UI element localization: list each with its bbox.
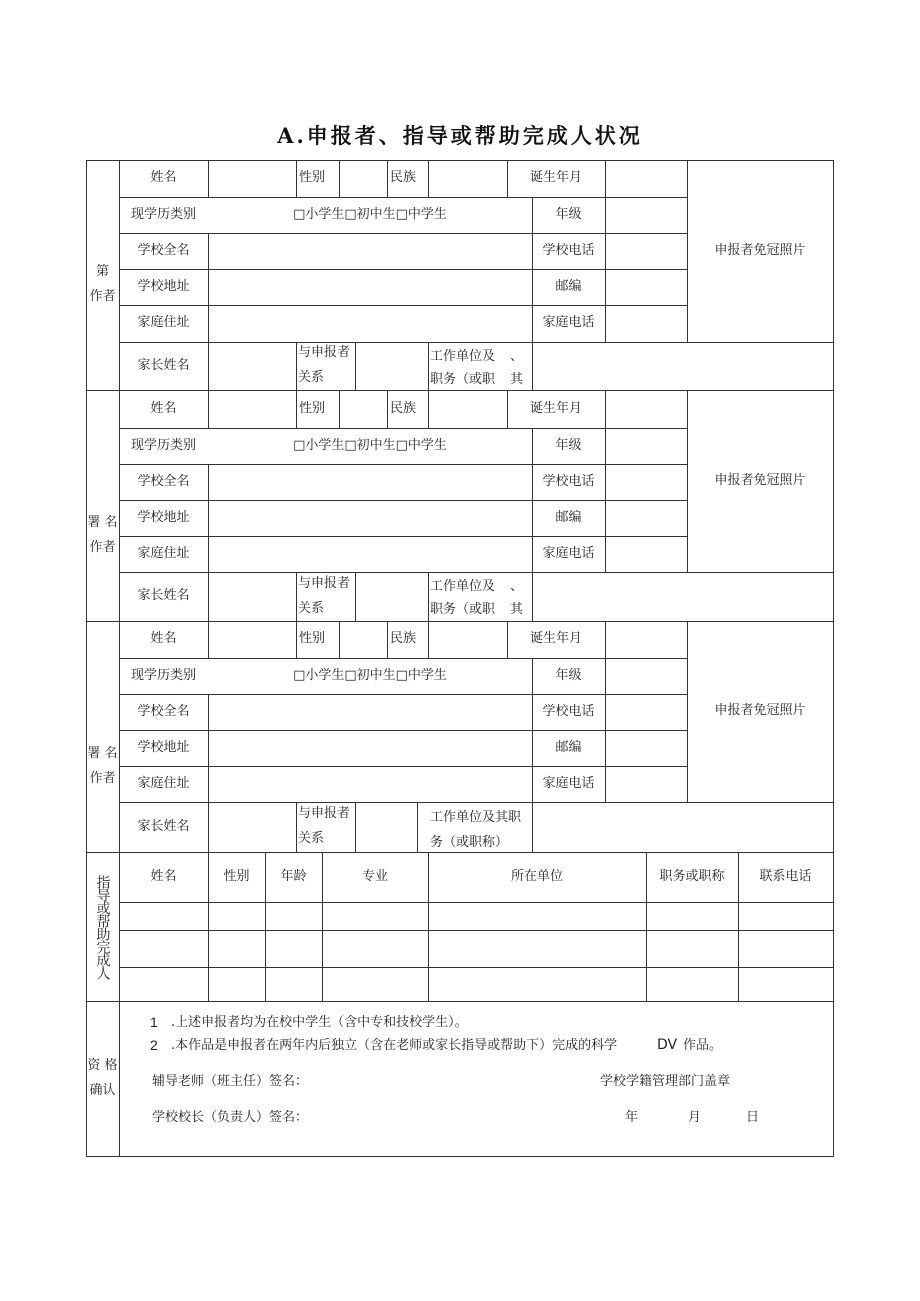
- label-name: 姓名: [150, 400, 177, 416]
- grid-line: [119, 572, 833, 573]
- label-gender: 性别: [299, 170, 326, 186]
- label-school-name: 学校全名: [137, 242, 190, 258]
- grid-line: [428, 572, 429, 621]
- birth-field[interactable]: [607, 162, 685, 195]
- label-work-part4: 其: [510, 372, 524, 387]
- school-name-field[interactable]: [210, 696, 530, 728]
- grid-line: [605, 621, 606, 802]
- name-field[interactable]: [210, 392, 294, 426]
- school-phone-field[interactable]: [607, 466, 685, 498]
- label-school-name: 学校全名: [137, 473, 190, 489]
- label-grade: 年级: [555, 437, 582, 453]
- grid-line: [532, 342, 533, 390]
- helper-cell-major[interactable]: [324, 904, 426, 928]
- birth-field[interactable]: [607, 392, 685, 426]
- form-title: A.申报者、指导或帮助完成人状况: [277, 123, 643, 148]
- birth-field[interactable]: [607, 623, 685, 656]
- label-postcode: 邮编: [555, 278, 582, 294]
- helper-cell-unit[interactable]: [430, 969, 644, 999]
- school-phone-field[interactable]: [607, 235, 685, 267]
- label-school-addr: 学校地址: [137, 739, 190, 755]
- helper-cell-gender[interactable]: [210, 969, 263, 999]
- helper-header-name: 姓名: [150, 868, 177, 884]
- postcode-field[interactable]: [607, 271, 685, 303]
- label-birth: 诞生年月: [529, 170, 582, 186]
- grid-line: [208, 621, 209, 658]
- label-relation: 与申报者关系: [298, 575, 351, 616]
- label-postcode: 邮编: [555, 739, 582, 755]
- label-home-phone: 家庭电话: [542, 315, 595, 331]
- grade-field[interactable]: [607, 430, 685, 462]
- helper-cell-unit[interactable]: [430, 932, 644, 965]
- photo-placeholder: 申报者免冠照片: [714, 703, 806, 719]
- qualification-label-line1: 资 格: [87, 1058, 118, 1074]
- label-school-addr: 学校地址: [137, 278, 190, 294]
- grid-line: [428, 342, 429, 390]
- grid-line: [208, 233, 209, 342]
- grid-line: [208, 342, 209, 390]
- helper-header-unit: 所在单位: [510, 868, 563, 884]
- relation-field[interactable]: [357, 574, 415, 619]
- item2-number: 2: [150, 1037, 158, 1053]
- helper-cell-age[interactable]: [267, 932, 320, 965]
- home-phone-field[interactable]: [607, 768, 685, 800]
- relation-field[interactable]: [357, 804, 415, 850]
- grid-line: [296, 572, 297, 621]
- author-label-line1: 第: [95, 264, 109, 280]
- grid-line: [119, 342, 833, 343]
- ethnicity-field[interactable]: [430, 623, 505, 656]
- label-school-addr: 学校地址: [137, 509, 190, 525]
- grid-line: [119, 802, 833, 803]
- grid-line: [208, 160, 209, 197]
- helper-cell-unit[interactable]: [430, 904, 644, 928]
- home-addr-field[interactable]: [210, 768, 530, 800]
- label-school-phone: 学校电话: [542, 242, 595, 258]
- label-ethnicity: 民族: [390, 631, 417, 647]
- grid-line: [296, 802, 297, 852]
- grid-line: [605, 390, 606, 572]
- grid-line: [605, 160, 606, 342]
- grid-line: [355, 802, 356, 852]
- date-month: 月: [688, 1110, 702, 1125]
- item2-dv: DV: [657, 1037, 678, 1053]
- parent-name-field[interactable]: [210, 344, 294, 388]
- item2-text-a: .本作品是申报者在两年内后独立（含在老师或家长指导或帮助下）完成的科学: [171, 1038, 618, 1053]
- label-home-phone: 家庭电话: [542, 775, 595, 791]
- home-phone-field[interactable]: [607, 307, 685, 340]
- helper-header-gender: 性别: [223, 868, 250, 884]
- work-field[interactable]: [534, 804, 831, 850]
- helper-cell-gender[interactable]: [210, 904, 263, 928]
- grid-line: [296, 342, 297, 390]
- helper-cell-age[interactable]: [267, 969, 320, 999]
- school-addr-field[interactable]: [210, 271, 530, 303]
- ethnicity-field[interactable]: [430, 392, 505, 426]
- relation-field[interactable]: [357, 344, 415, 388]
- grid-line: [119, 967, 833, 968]
- helper-header-age: 年龄: [280, 868, 307, 884]
- grid-line: [208, 694, 209, 802]
- author-label-line2: 作者: [89, 289, 116, 304]
- grid-line: [417, 802, 418, 852]
- label-work-part4: 其: [510, 602, 524, 617]
- helper-cell-position[interactable]: [648, 904, 736, 928]
- helper-cell-phone[interactable]: [740, 969, 831, 999]
- grid-line: [532, 572, 533, 621]
- principal-signature-label: 学校校长（负责人）签名：: [152, 1110, 309, 1125]
- helper-cell-name[interactable]: [121, 969, 206, 999]
- home-addr-field[interactable]: [210, 307, 530, 340]
- qualification-label-line2: 确认: [89, 1083, 116, 1098]
- postcode-field[interactable]: [607, 732, 685, 764]
- education-options[interactable]: □小学生□初中生□中学生: [293, 437, 447, 453]
- label-relation: 与申报者关系: [298, 345, 351, 385]
- item2-text-b: 作品。: [683, 1038, 723, 1053]
- name-field[interactable]: [210, 623, 294, 656]
- school-addr-field[interactable]: [210, 502, 530, 534]
- grid-line: [119, 930, 833, 931]
- label-parent-name: 家长姓名: [137, 357, 190, 373]
- grid-line: [86, 1001, 833, 1002]
- grid-line: [208, 802, 209, 852]
- item1-number: 1: [150, 1014, 158, 1030]
- label-relation: 与申报者关系: [298, 806, 351, 846]
- label-work: 工作单位及其职务（或职称）: [430, 810, 522, 850]
- postcode-field[interactable]: [607, 502, 685, 534]
- home-phone-field[interactable]: [607, 538, 685, 570]
- label-education: 现学历类别: [130, 437, 196, 453]
- parent-name-field[interactable]: [210, 574, 294, 619]
- label-home-addr: 家庭住址: [137, 315, 190, 331]
- grid-line: [208, 390, 209, 428]
- author-label: [86, 621, 119, 852]
- label-parent-name: 家长姓名: [137, 588, 190, 604]
- label-school-name: 学校全名: [137, 703, 190, 719]
- label-name: 姓名: [150, 170, 177, 186]
- grade-field[interactable]: [607, 199, 685, 231]
- label-ethnicity: 民族: [390, 170, 417, 186]
- helper-header-phone: 联系电话: [759, 868, 812, 884]
- parent-name-field[interactable]: [210, 804, 294, 850]
- education-options[interactable]: □小学生□初中生□中学生: [293, 667, 447, 683]
- label-work-part1: 工作单位及: [430, 579, 496, 594]
- helper-header-major: 专业: [361, 868, 388, 884]
- label-grade: 年级: [555, 667, 582, 683]
- helper-cell-position[interactable]: [648, 969, 736, 999]
- ethnicity-field[interactable]: [430, 162, 505, 195]
- helper-cell-position[interactable]: [648, 932, 736, 965]
- grade-field[interactable]: [607, 660, 685, 692]
- photo-placeholder: 申报者免冠照片: [714, 472, 806, 488]
- teacher-signature-label: 辅导老师（班主任）签名：: [152, 1074, 309, 1089]
- work-field[interactable]: [534, 574, 831, 619]
- label-school-phone: 学校电话: [542, 703, 595, 719]
- author-label-line2: 作者: [89, 770, 116, 786]
- label-home-addr: 家庭住址: [137, 775, 190, 791]
- grid-line: [532, 802, 533, 852]
- label-home-phone: 家庭电话: [542, 545, 595, 561]
- label-work-part1: 工作单位及: [430, 349, 496, 364]
- label-work-part2: 、: [510, 579, 524, 594]
- author-label-line1: 署 名: [87, 514, 118, 530]
- grid-line: [119, 902, 833, 903]
- label-education: 现学历类别: [130, 206, 196, 222]
- education-options[interactable]: □小学生□初中生□中学生: [293, 206, 447, 222]
- label-school-phone: 学校电话: [542, 473, 595, 489]
- date-year: 年: [625, 1110, 639, 1125]
- helper-cell-major[interactable]: [324, 932, 426, 965]
- school-phone-field[interactable]: [607, 696, 685, 728]
- qualification-label: [86, 1001, 119, 1157]
- author-label-line1: 署 名: [87, 745, 118, 761]
- label-name: 姓名: [150, 631, 177, 647]
- gender-field[interactable]: [341, 623, 385, 656]
- label-gender: 性别: [299, 400, 326, 416]
- label-grade: 年级: [555, 206, 582, 222]
- author-label: [86, 160, 119, 390]
- label-work-part3: 职务（或职: [430, 602, 496, 617]
- name-field[interactable]: [210, 162, 294, 195]
- grid-line: [355, 572, 356, 621]
- school-addr-field[interactable]: [210, 732, 530, 764]
- label-work-part2: 、: [510, 349, 524, 364]
- author-label: [86, 390, 119, 621]
- helper-label: 指导或帮助完成人: [94, 874, 111, 979]
- photo-placeholder: 申报者免冠照片: [714, 242, 806, 258]
- school-name-field[interactable]: [210, 235, 530, 267]
- work-field[interactable]: [534, 344, 831, 388]
- label-gender: 性别: [299, 631, 326, 647]
- grid-line: [119, 1001, 120, 1157]
- helper-cell-phone[interactable]: [740, 932, 831, 965]
- grid-line: [208, 464, 209, 572]
- label-birth: 诞生年月: [529, 400, 582, 416]
- helper-header-position: 职务或职称: [659, 868, 725, 884]
- home-addr-field[interactable]: [210, 538, 530, 570]
- label-birth: 诞生年月: [529, 631, 582, 647]
- label-ethnicity: 民族: [390, 400, 417, 416]
- grid-line: [208, 572, 209, 621]
- gender-field[interactable]: [341, 392, 385, 426]
- helper-cell-name[interactable]: [121, 904, 206, 928]
- label-parent-name: 家长姓名: [137, 818, 190, 834]
- date-day: 日: [746, 1110, 760, 1125]
- helper-cell-major[interactable]: [324, 969, 426, 999]
- label-home-addr: 家庭住址: [137, 545, 190, 561]
- helper-cell-gender[interactable]: [210, 932, 263, 965]
- gender-field[interactable]: [341, 162, 385, 195]
- helper-cell-age[interactable]: [267, 904, 320, 928]
- label-education: 现学历类别: [130, 667, 196, 683]
- school-seal-label: 学校学籍管理部门盖章: [600, 1074, 731, 1089]
- grid-line: [355, 342, 356, 390]
- helper-cell-name[interactable]: [121, 932, 206, 965]
- author-label-line2: 作者: [89, 539, 116, 555]
- label-work-part3: 职务（或职: [430, 372, 496, 387]
- label-postcode: 邮编: [555, 509, 582, 525]
- helper-cell-phone[interactable]: [740, 904, 831, 928]
- school-name-field[interactable]: [210, 466, 530, 498]
- item1-text: .上述申报者均为在校中学生（含中专和技校学生）。: [171, 1015, 468, 1030]
